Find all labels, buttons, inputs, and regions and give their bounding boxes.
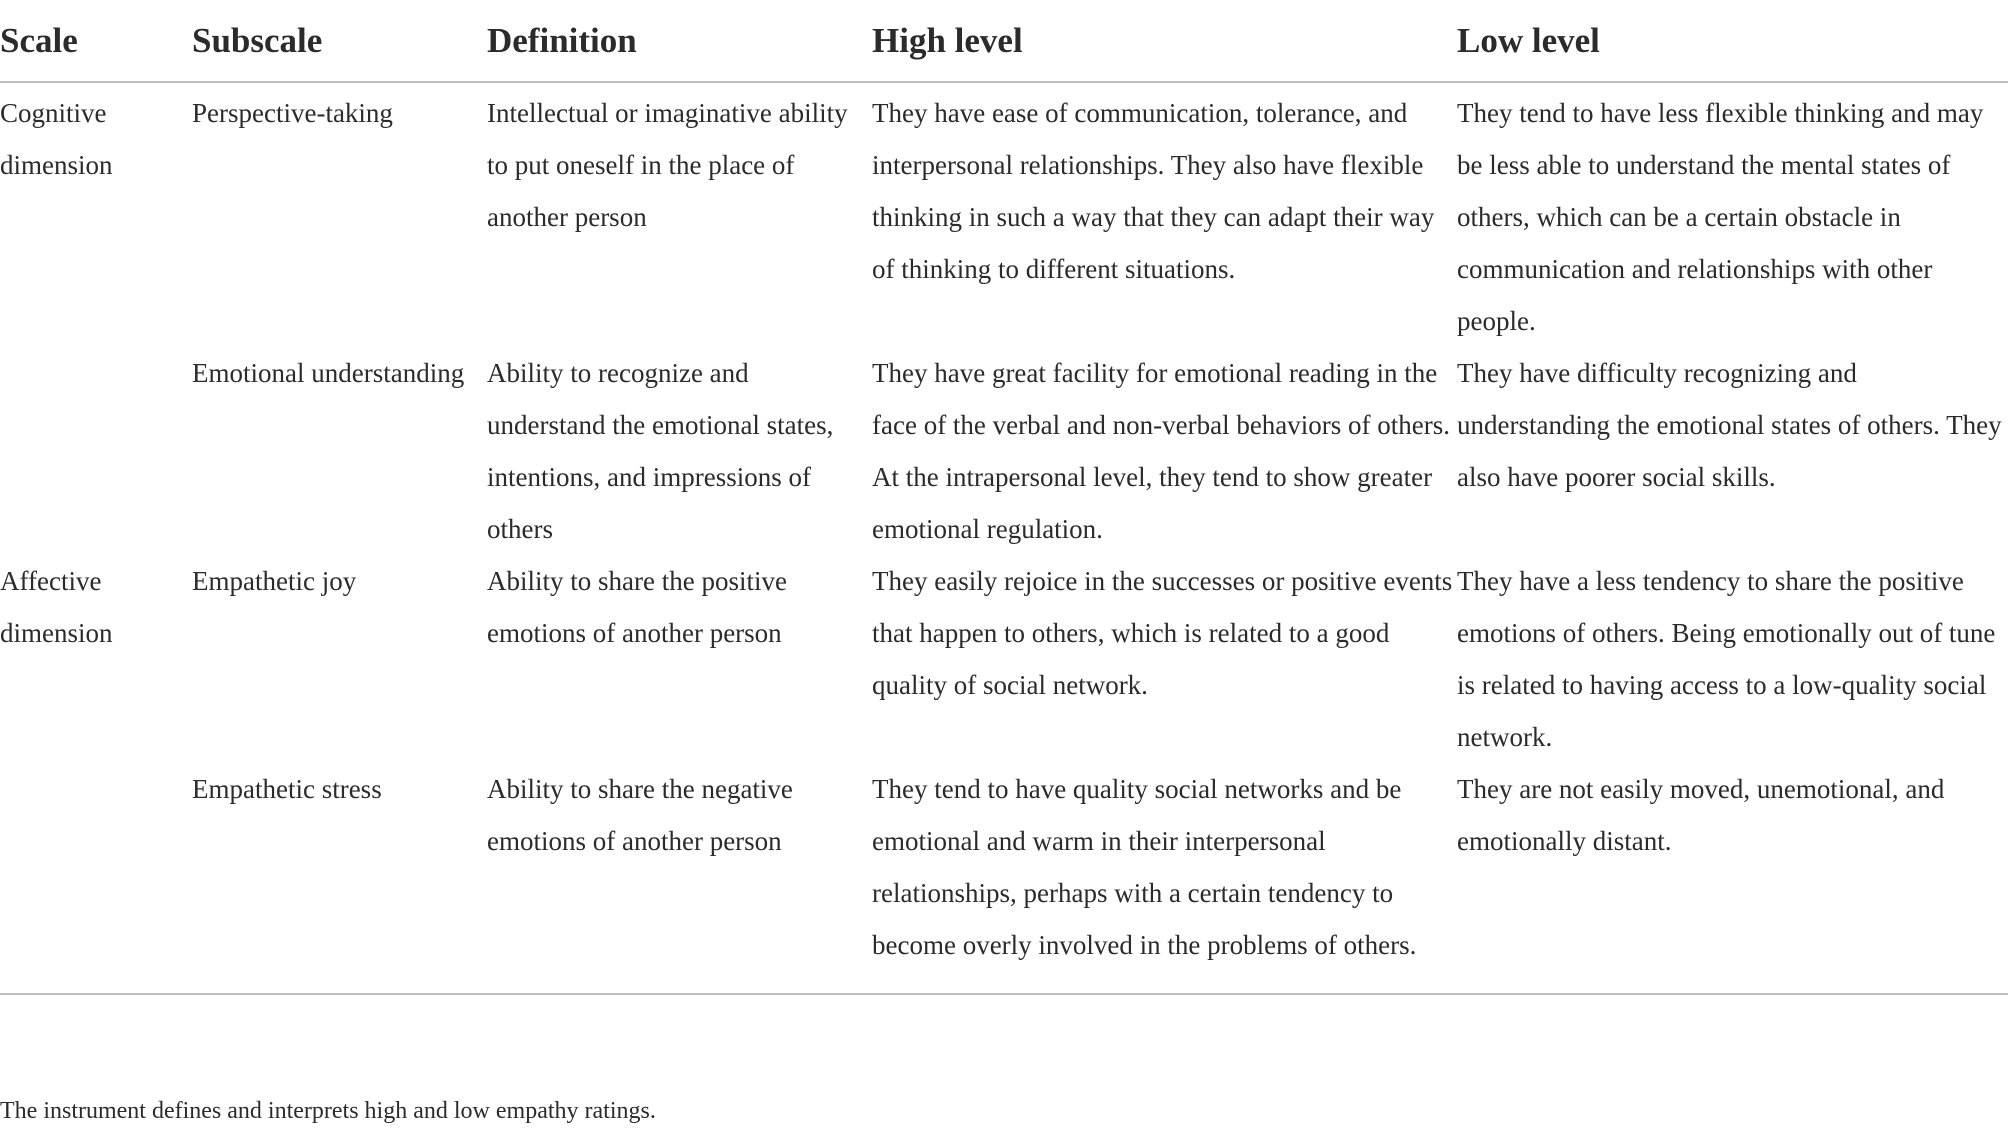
cell-scale: Cognitive dimension <box>0 98 113 180</box>
cell-low-level: They are not easily moved, unemotional, and emotionally distant. <box>1457 763 2008 994</box>
cell-subscale: Empathetic joy <box>192 566 357 596</box>
cell-scale <box>0 347 192 555</box>
header-subscale: Subscale <box>192 0 487 82</box>
table-body <box>0 82 2008 994</box>
cell-high-level: They easily rejoice in the successes or positive events that happen to others, which is related to a good quality of social network. <box>872 566 1453 700</box>
cell-definition: Ability to share the positive emotions of another person <box>487 566 787 648</box>
cell-definition: Ability to share the negative emotions of another person <box>487 763 872 994</box>
cell-high-level: They have ease of communication, tolerance, and interpersonal relationships. They also have flexible thinking in such a way that they can adapt their way of thinking to different situations. <box>872 98 1435 284</box>
header-row <box>0 0 2008 82</box>
cell-low-level: They tend to have less flexible thinking and may be less able to understand the mental states of others, which can be a certain obstacle in communication and relationships with other people. <box>1457 98 1984 336</box>
cell-subscale: Emotional understanding <box>192 358 465 388</box>
cell-scale: Affective dimension <box>0 566 113 648</box>
header-definition: Definition <box>487 0 872 82</box>
cell-definition: Intellectual or imaginative ability to put oneself in the place of another person <box>487 98 848 232</box>
table-row <box>0 347 2008 555</box>
header-low-level: Low level <box>1457 0 2008 82</box>
table-footnote: The instrument defines and interprets high and low empathy ratings. <box>0 1098 656 1124</box>
table-row <box>0 555 2008 763</box>
table-row <box>0 763 2008 994</box>
cell-high-level: They have great facility for emotional reading in the face of the verbal and non-verbal behaviors of others. At the intrapersonal level, they tend to show greater emotional regulation. <box>872 358 1451 544</box>
cell-subscale: Empathetic stress <box>192 763 487 994</box>
cell-subscale: Perspective-taking <box>192 98 393 128</box>
cell-low-level: They have difficulty recognizing and understanding the emotional states of others. They also have poorer social skills. <box>1457 358 2002 492</box>
cell-high-level: They tend to have quality social networks and be emotional and warm in their interpersonal relationships, perhaps with a certain tendency to become overly involved in the problems of others. <box>872 763 1457 994</box>
header-high-level: High level <box>872 0 1457 82</box>
cell-definition: Ability to recognize and understand the emotional states, intentions, and impressions of others <box>487 358 834 544</box>
table-row <box>0 82 2008 347</box>
cell-scale <box>0 763 192 994</box>
header-scale: Scale <box>0 0 192 82</box>
cell-low-level: They have a less tendency to share the positive emotions of others. Being emotionally out of tune is related to having access to a low-quality social network. <box>1457 566 1996 752</box>
table-header <box>0 0 2008 82</box>
